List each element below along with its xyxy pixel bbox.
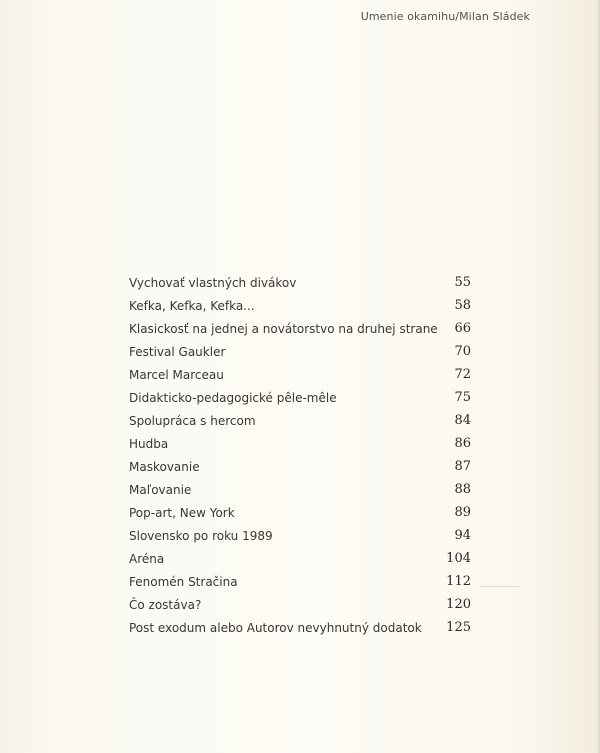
toc-entry-title: Maskovanie (129, 459, 200, 474)
toc-entry-title: Festival Gaukler (129, 344, 226, 359)
toc-entry (129, 547, 471, 570)
toc-entry-page: 104 (446, 551, 471, 566)
toc-entry-title: Kefka, Kefka, Kefka... (129, 298, 255, 313)
toc-entry-page: 120 (446, 597, 471, 612)
toc-entry-page: 87 (454, 459, 471, 474)
toc-entry-title: Hudba (129, 436, 169, 451)
toc-entry (129, 340, 471, 363)
running-head: Umenie okamihu/Milan Sládek (360, 10, 530, 23)
toc-entry-page: 125 (446, 620, 471, 635)
toc-entry-title: Fenomén Stračina (129, 574, 238, 589)
toc-entry-page: 70 (454, 344, 471, 359)
toc-entry-title: Post exodum alebo Autorov nevyhnutný dodatok (129, 620, 422, 635)
toc-entry-title: Spolupráca s hercom (129, 413, 256, 428)
toc-entry (129, 432, 471, 455)
toc-entry (129, 478, 471, 501)
toc-entry-page: 58 (454, 298, 471, 313)
toc-entry-title: Aréna (129, 551, 165, 566)
toc-entry-page: 84 (454, 413, 471, 428)
toc-entry (129, 593, 471, 616)
toc-entry-page: 88 (454, 482, 471, 497)
toc-entry (129, 455, 471, 478)
toc-entry (129, 363, 471, 386)
toc-entry-title: Didakticko-pedagogické pêle-mêle (129, 390, 337, 405)
toc-entry-page: 94 (454, 528, 471, 543)
toc-entry (129, 616, 471, 639)
toc-entry-title: Pop-art, New York (129, 505, 235, 520)
toc-entry-page: 112 (446, 574, 471, 589)
toc-entry (129, 294, 471, 317)
toc-entry-title: Maľovanie (129, 482, 192, 497)
toc-entry-title: Čo zostáva? (129, 597, 202, 612)
toc-entry (129, 271, 471, 294)
toc-entry (129, 317, 471, 340)
toc-entry (129, 501, 471, 524)
table-of-contents (129, 271, 471, 639)
paper-mark (480, 586, 520, 587)
toc-entry (129, 570, 471, 593)
toc-entry (129, 386, 471, 409)
toc-entry-title: Slovensko po roku 1989 (129, 528, 273, 543)
toc-entry-page: 89 (454, 505, 471, 520)
toc-entry (129, 409, 471, 432)
toc-entry-page: 66 (454, 321, 471, 336)
toc-entry-title: Marcel Marceau (129, 367, 224, 382)
toc-entry-title: Klasickosť na jednej a novátorstvo na druhej strane (129, 321, 438, 336)
toc-entry-page: 55 (454, 275, 471, 290)
toc-entry (129, 524, 471, 547)
toc-entry-title: Vychovať vlastných divákov (129, 275, 297, 290)
toc-entry-page: 75 (454, 390, 471, 405)
toc-entry-page: 72 (454, 367, 471, 382)
toc-entry-page: 86 (454, 436, 471, 451)
